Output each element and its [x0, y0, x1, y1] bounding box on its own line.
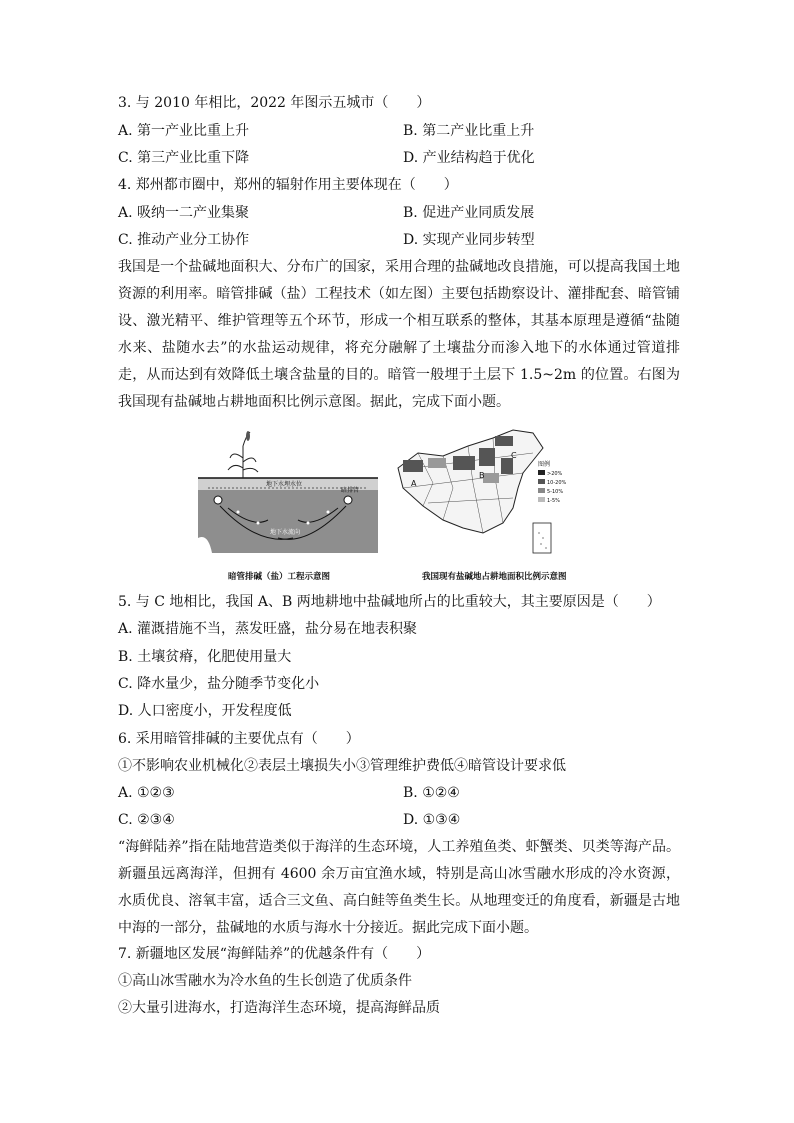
q7-item-1: ①高山冰雪融水为冷水鱼的生长创造了优质条件: [118, 973, 412, 989]
q3-option-d: D. 产业结构趋于优化: [403, 150, 535, 166]
passage-saline-land: 我国是一个盐碱地面积大、分布广的国家，采用合理的盐碱地改良措施，可以提高我国土地资源的利用率。暗管排碱（盐）工程技术（如左图）主要包括勘察设计、灌排配套、暗管铺设、激光精平、维护管理等五个环节，形成一个相互联系的整体，其基本原理是遵循“盐随水来、盐随水去”的水盐运动规律，将充分融解了土壤盐分而渗入地下的水体通过管道排走，从而达到有效降低土壤含盐量的目的。暗管一般埋于土层下 1.5~2m 的位置。右图为我国现有盐碱地占耕地面积比例示意图。据此，完成下面小题。: [118, 259, 680, 410]
map-label-c: C: [511, 451, 517, 460]
q3-option-c: C. 第三产业比重下降: [118, 150, 250, 166]
q4-option-b: B. 促进产业同质发展: [403, 205, 535, 221]
q5-option-c: C. 降水量少，盐分随季节变化小: [118, 676, 320, 692]
passage-seafood: “海鲜陆养”指在陆地营造类似于海洋的生态环境，人工养殖鱼类、虾蟹类、贝类等海产品。新疆虽远离海洋，但拥有 4600 余万亩宜渔水域，特别是高山冰雪融水形成的冷水资源，水质优良、溶氧丰富，适合三文鱼、高白鲑等鱼类生长。从地理变迁的角度看，新疆是古地中海的一部分，盐碱地的水质与海水十分接近。据此完成下面小题。: [118, 839, 680, 936]
legend-item-1: >20%: [547, 471, 563, 477]
map-label-b: B: [479, 471, 485, 480]
right-figure-caption: 我国现有盐碱地占耕地面积比例示意图: [422, 572, 567, 582]
legend-item-3: 5-10%: [547, 489, 564, 495]
left-figure-caption: 暗管排碱（盐）工程示意图: [228, 572, 331, 582]
q6-option-c: C. ②③④: [118, 812, 175, 828]
legend-item-2: 10-20%: [547, 480, 567, 486]
q6-option-b: B. ①②④: [403, 785, 460, 801]
pipe-label: 暗排管: [341, 487, 360, 494]
q3-option-b: B. 第二产业比重上升: [403, 123, 535, 139]
legend-title: 图例: [538, 461, 551, 468]
q5-option-d: D. 人口密度小，开发程度低: [118, 703, 292, 719]
q3-option-a: A. 第一产业比重上升: [118, 123, 250, 139]
legend-item-4: 1-5%: [547, 498, 560, 504]
q7-item-2: ②大量引进海水，打造海洋生态环境，提高海鲜品质: [118, 1000, 440, 1016]
water-table-label: 地下水埋水位: [266, 481, 303, 488]
china-saline-land-map: [383, 428, 568, 563]
q7-stem: 7. 新疆地区发展“海鲜陆养”的优越条件有（ ）: [118, 946, 431, 962]
map-label-a: A: [411, 479, 417, 488]
q6-option-a: A. ①②③: [118, 785, 175, 801]
q4-option-a: A. 吸纳一二产业集聚: [118, 205, 250, 221]
q4-option-d: D. 实现产业同步转型: [403, 232, 535, 248]
flow-label: 地下水流向: [270, 529, 301, 536]
q6-stem: 6. 采用暗管排碱的主要优点有（ ）: [118, 731, 360, 747]
q4-stem: 4. 郑州都市圈中，郑州的辐射作用主要体现在（ ）: [118, 177, 458, 193]
drainage-pipe-diagram: [198, 428, 378, 553]
q4-option-c: C. 推动产业分工协作: [118, 232, 250, 248]
q5-option-a: A. 灌溉措施不当，蒸发旺盛，盐分易在地表积聚: [118, 621, 418, 637]
figure-row: [0, 428, 794, 588]
q3-stem: 3. 与 2010 年相比，2022 年图示五城市（ ）: [118, 95, 431, 111]
q5-option-b: B. 土壤贫瘠，化肥使用量大: [118, 649, 292, 665]
q6-items: ①不影响农业机械化②表层土壤损失小③管理维护费低④暗管设计要求低: [118, 758, 566, 774]
q6-option-d: D. ①③④: [403, 812, 461, 828]
q5-stem: 5. 与 C 地相比，我国 A、B 两地耕地中盐碱地所占的比重较大，其主要原因是（ ）: [118, 594, 661, 610]
